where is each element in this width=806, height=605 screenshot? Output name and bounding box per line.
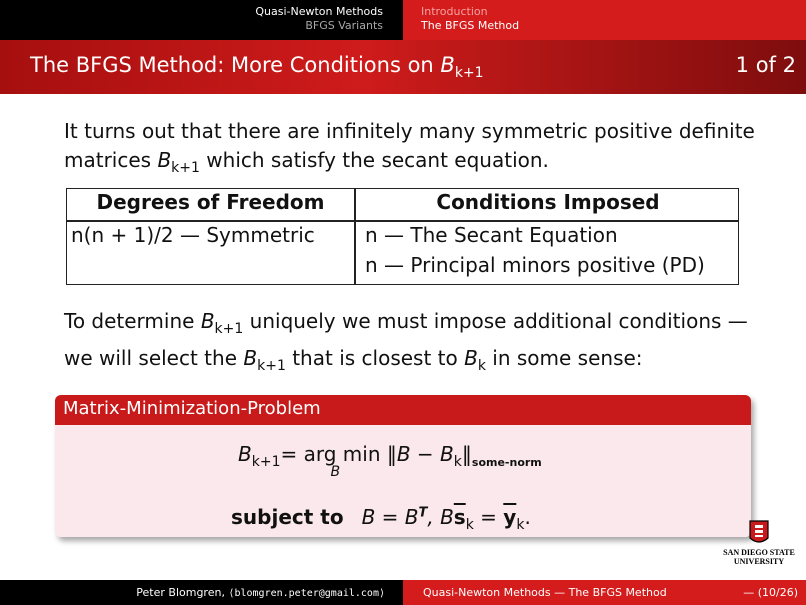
slide-title-var: B [440, 53, 455, 77]
determine-text-mid-2: that is closest to [285, 346, 465, 370]
logo-line-2: UNIVERSITY [733, 557, 785, 566]
determine-math-sub-3: k [477, 358, 486, 374]
table-cell-principal-minors: n — Principal minors positive (PD) [365, 253, 705, 277]
table-cell-symmetric: n(n + 1)/2 — Symmetric [71, 223, 315, 247]
footer-author-panel [0, 580, 403, 605]
university-logo [719, 518, 799, 574]
nav-section-panel [0, 0, 403, 40]
footer-title: Quasi-Newton Methods — The BFGS Method [423, 586, 667, 599]
slide-footer [0, 580, 806, 605]
argmin-text: = arg min [280, 442, 381, 466]
table-header-degrees: Degrees of Freedom [96, 190, 325, 214]
eq2-y-vector: $\overline{y}$ [503, 505, 517, 529]
constraint-equation [231, 505, 531, 533]
eq2-body: B = B [361, 505, 419, 529]
determine-math-var-1: B [200, 309, 215, 333]
logo-line-1: SAN DIEGO STATE [723, 548, 795, 557]
block-body [55, 425, 751, 537]
intro-paragraph [64, 117, 764, 183]
norm-subscript: some-norm [471, 456, 542, 469]
determine-math-sub-2: k+1 [257, 358, 286, 374]
footer-page-number: — (10/26) [743, 586, 798, 599]
shield-icon [719, 518, 799, 548]
intro-text-start: It turns out that there are infinitely many symmetric positive definite matrices [64, 119, 755, 172]
argmin-subscript: B [330, 464, 341, 480]
determine-math-var-2: B [243, 346, 258, 370]
footer-title-panel [403, 580, 806, 605]
table-cell-secant: n — The Secant Equation [365, 223, 618, 247]
subject-to-label: subject to [231, 505, 344, 529]
slide-title-text: The BFGS Method: More Conditions on [30, 53, 441, 77]
table-header-conditions: Conditions Imposed [436, 190, 660, 214]
footer-author: Peter Blomgren, [136, 586, 229, 599]
eq2-equals: = [473, 505, 504, 529]
slide-part-indicator: 1 of 2 [735, 53, 796, 77]
nav-subsection-panel [403, 0, 806, 40]
minimization-equation [238, 442, 542, 480]
nav-introduction-link[interactable]: Introduction [421, 5, 488, 18]
intro-text-end: which satisfy the secant equation. [199, 148, 549, 172]
determine-text-start: To determine [64, 309, 201, 333]
intro-math-sub: k+1 [171, 160, 200, 176]
eq1-norm: ‖B − B [380, 442, 454, 466]
block-title: Matrix-Minimization-Problem [55, 395, 751, 425]
slide-title-math [440, 53, 484, 81]
nav-subsection-link[interactable]: BFGS Variants [305, 19, 383, 32]
eq2-mid: , B [427, 505, 454, 529]
nav-bfgs-method-link[interactable]: The BFGS Method [421, 19, 520, 32]
eq2-sub-1: k [465, 517, 474, 533]
determine-text-mid-1: uniquely we must impose additional conditions — we will select the [64, 309, 748, 370]
determine-math-var-3: B [464, 346, 478, 370]
slide-title-subscript: k+1 [454, 65, 484, 81]
logo-wordmark [719, 548, 799, 566]
determine-math-sub-1: k+1 [214, 321, 244, 337]
eq1-norm-sub: k [453, 454, 462, 470]
matrix-minimization-block [55, 395, 751, 537]
slide-title-bar [0, 40, 806, 94]
determine-paragraph [64, 307, 764, 381]
nav-section-link[interactable]: Quasi-Newton Methods [255, 5, 383, 18]
degrees-of-freedom-table [66, 188, 739, 285]
determine-text-end: in some sense: [485, 346, 643, 370]
eq2-transpose: T [418, 505, 428, 521]
eq2-sub-2: k [516, 517, 525, 533]
footer-email: ⟨blomgren.peter@gmail.com⟩ [228, 588, 385, 599]
table-header-divider [67, 220, 738, 222]
intro-math-var: B [157, 148, 172, 172]
eq2-s-vector: $\overline{s}$ [453, 505, 466, 529]
eq1-norm-close: ‖ [461, 442, 472, 466]
slide-title [30, 53, 484, 81]
top-navigation-bar [0, 0, 806, 40]
argmin-operator [280, 442, 381, 480]
eq2-period: . [524, 505, 531, 529]
eq1-lhs-var: B [238, 442, 252, 466]
eq1-lhs-sub: k+1 [251, 454, 281, 470]
